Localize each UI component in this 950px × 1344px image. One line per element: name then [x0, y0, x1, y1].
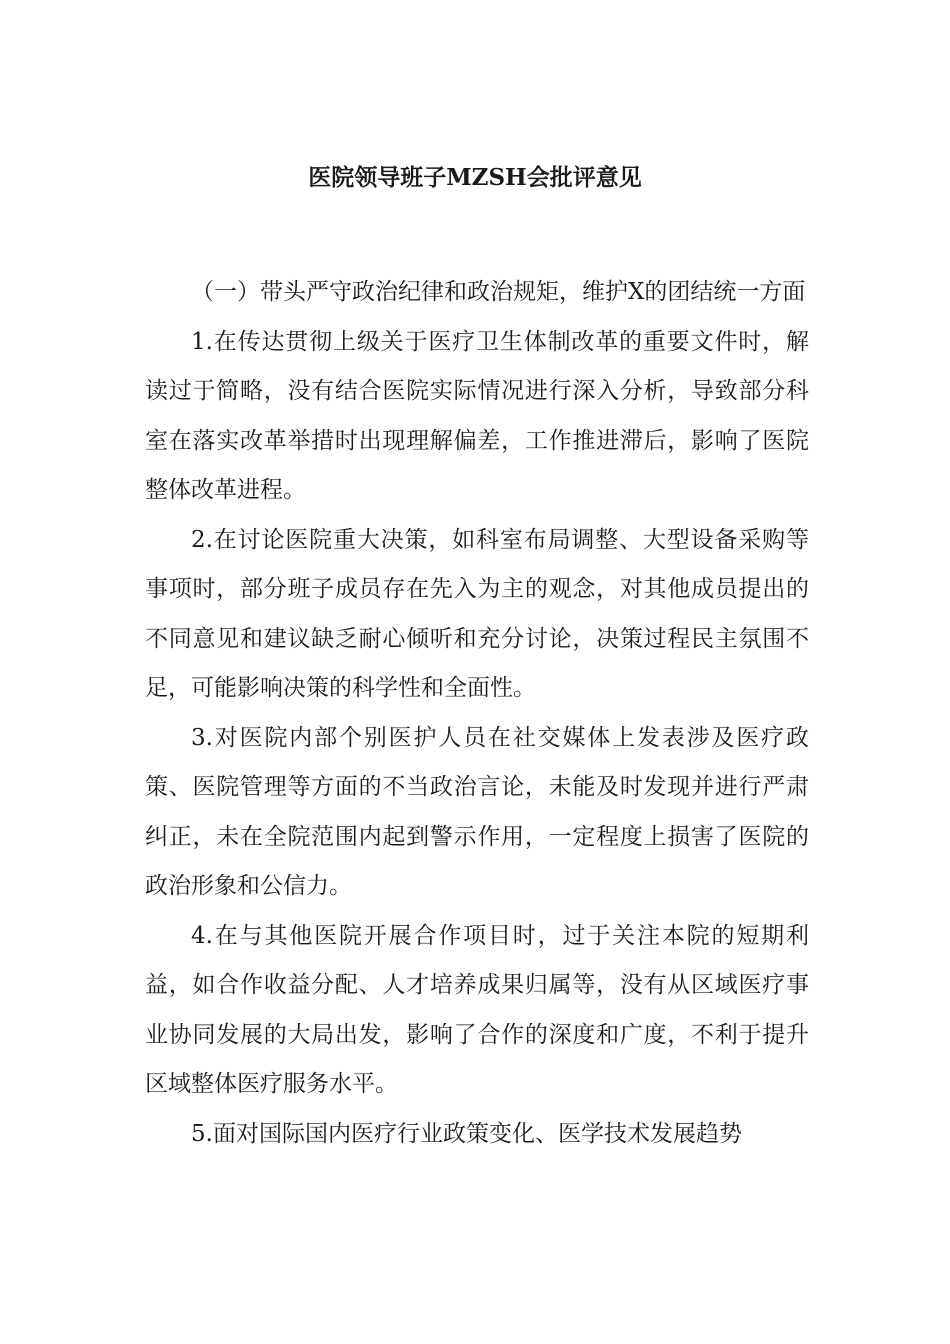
paragraph-item-3: 3.对医院内部个别医护人员在社交媒体上发表涉及医疗政策、医院管理等方面的不当政治言论，未能及时发现并进行严肃纠正，未在全院范围内起到警示作用，一定程度上损害了医院的政治形象和公信力。 [145, 724, 809, 899]
section-heading: （一）带头严守政治纪律和政治规矩，维护X的团结统一方面 [191, 279, 806, 305]
paragraph-item-5: 5.面对国际国内医疗行业政策变化、医学技术发展趋势 [191, 1120, 742, 1147]
paragraph-item-2: 2.在讨论医院重大决策，如科室布局调整、大型设备采购等事项时，部分班子成员存在先入为主的观念，对其他成员提出的不同意见和建议缺乏耐心倾听和充分讨论，决策过程民主氛围不足，可能影响决策的科学性和全面性。 [145, 526, 809, 701]
document-body [145, 268, 809, 1159]
document-title: 医院领导班子MZSH会批评意见 [308, 164, 642, 191]
paragraph-item-4: 4.在与其他医院开展合作项目时，过于关注本院的短期利益，如合作收益分配、人才培养成果归属等，没有从区域医疗事业协同发展的大局出发，影响了合作的深度和广度，不利于提升区域整体医疗服务水平。 [145, 922, 809, 1097]
paragraph-item-1: 1.在传达贯彻上级关于医疗卫生体制改革的重要文件时，解读过于简略，没有结合医院实际情况进行深入分析，导致部分科室在落实改革举措时出现理解偏差，工作推进滞后，影响了医院整体改革进程。 [145, 328, 809, 503]
